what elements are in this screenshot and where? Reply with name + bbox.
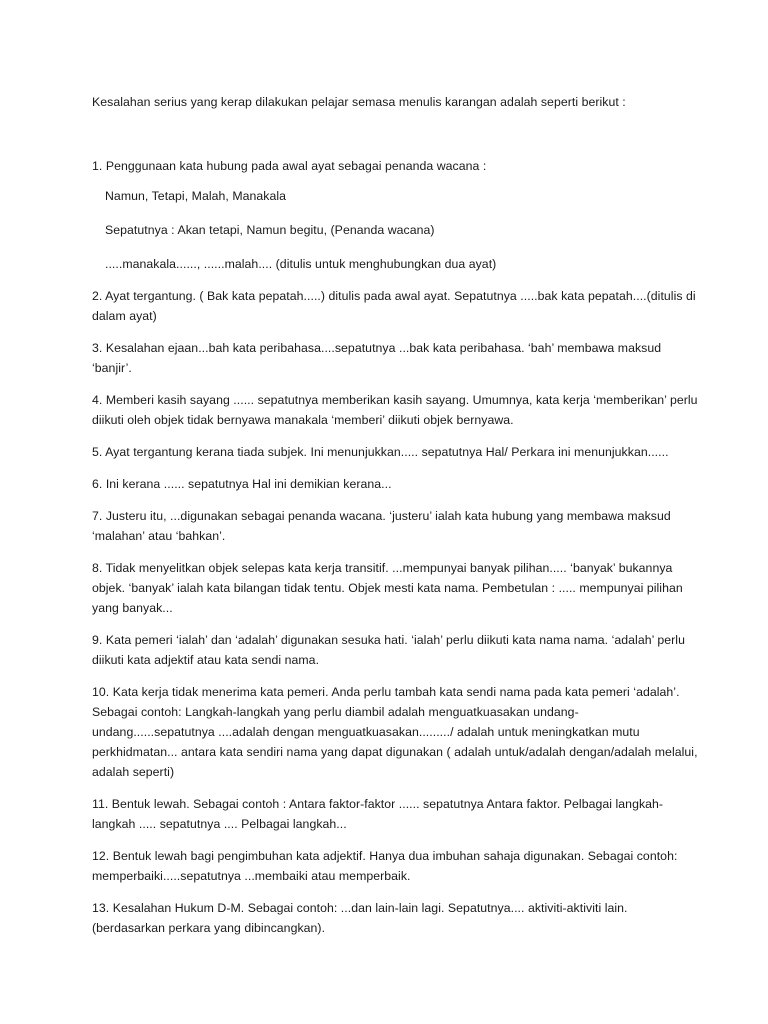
list-item-2: 2. Ayat tergantung. ( Bak kata pepatah.....) ditulis pada awal ayat. Sepatutnya .....bak kata pepatah....(ditulis di dalam ayat) bbox=[92, 289, 696, 323]
list-item-11: 11. Bentuk lewah. Sebagai contoh : Antara faktor-faktor ...... sepatutnya Antara faktor. Pelbagai langkah-langkah ..... sepatutnya .... Pelbagai langkah... bbox=[92, 797, 664, 831]
list-item-4: 4. Memberi kasih sayang ...... sepatutnya memberikan kasih sayang. Umumnya, kata kerja ‘memberikan’ perlu diikuti oleh objek tidak bernyawa manakala ‘memberi’ diikuti objek bernyawa. bbox=[92, 393, 698, 427]
list-item-1: 1. Penggunaan kata hubung pada awal ayat sebagai penanda wacana : bbox=[92, 159, 487, 173]
item-1-correction: Sepatutnya : Akan tetapi, Namun begitu, (Penanda wacana) bbox=[105, 223, 435, 237]
list-item-5: 5. Ayat tergantung kerana tiada subjek. Ini menunjukkan..... sepatutnya Hal/ Perkara ini menunjukkan...... bbox=[92, 445, 669, 459]
list-item-7: 7. Justeru itu, ...digunakan sebagai penanda wacana. ‘justeru’ ialah kata hubung yang membawa maksud ‘malahan’ atau ‘bahkan’. bbox=[92, 509, 671, 543]
list-item-13: 13. Kesalahan Hukum D-M. Sebagai contoh: ...dan lain-lain lagi. Sepatutnya.... aktiviti-aktiviti lain. (berdasarkan perkara yang dibincangkan). bbox=[92, 901, 628, 935]
list-item-6: 6. Ini kerana ...... sepatutnya Hal ini demikian kerana... bbox=[92, 477, 392, 491]
item-1-example-words: Namun, Tetapi, Malah, Manakala bbox=[105, 189, 287, 203]
list-item-10: 10. Kata kerja tidak menerima kata pemeri. Anda perlu tambah kata sendi nama pada kata pemeri ‘adalah’. Sebagai contoh: Langkah-langkah yang perlu diambil adalah menguatkuasakan undang-undang......sepatutnya ....adalah dengan menguatkuasakan........./ adalah untuk meningkatkan mutu perkhidmatan... antara kata sendiri nama yang dapat digunakan ( adalah untuk/adalah dengan/adalah melalui, adalah seperti) bbox=[92, 685, 698, 779]
list-item-8: 8. Tidak menyelitkan objek selepas kata kerja transitif. ...mempunyai banyak pilihan..... ‘banyak’ bukannya objek. ‘banyak’ ialah kata bilangan tidak tentu. Objek mesti kata nama. Pembetulan : ..... mempunyai pilihan yang banyak... bbox=[92, 561, 683, 615]
list-item-3: 3. Kesalahan ejaan...bah kata peribahasa....sepatutnya ...bak kata peribahasa. ‘bah’ membawa maksud ‘banjir’. bbox=[92, 341, 662, 375]
intro-paragraph: Kesalahan serius yang kerap dilakukan pelajar semasa menulis karangan adalah seperti berikut : bbox=[92, 95, 626, 109]
list-item-12: 12. Bentuk lewah bagi pengimbuhan kata adjektif. Hanya dua imbuhan sahaja digunakan. Sebagai contoh: memperbaiki.....sepatutnya ...membaiki atau memperbaik. bbox=[92, 849, 678, 883]
list-item-9: 9. Kata pemeri ‘ialah’ dan ‘adalah’ digunakan sesuka hati. ‘ialah’ perlu diikuti kata nama nama. ‘adalah’ perlu diikuti kata adjektif atau kata sendi nama. bbox=[92, 633, 685, 667]
item-1-usage-note: .....manakala......, ......malah.... (ditulis untuk menghubungkan dua ayat) bbox=[105, 257, 497, 271]
